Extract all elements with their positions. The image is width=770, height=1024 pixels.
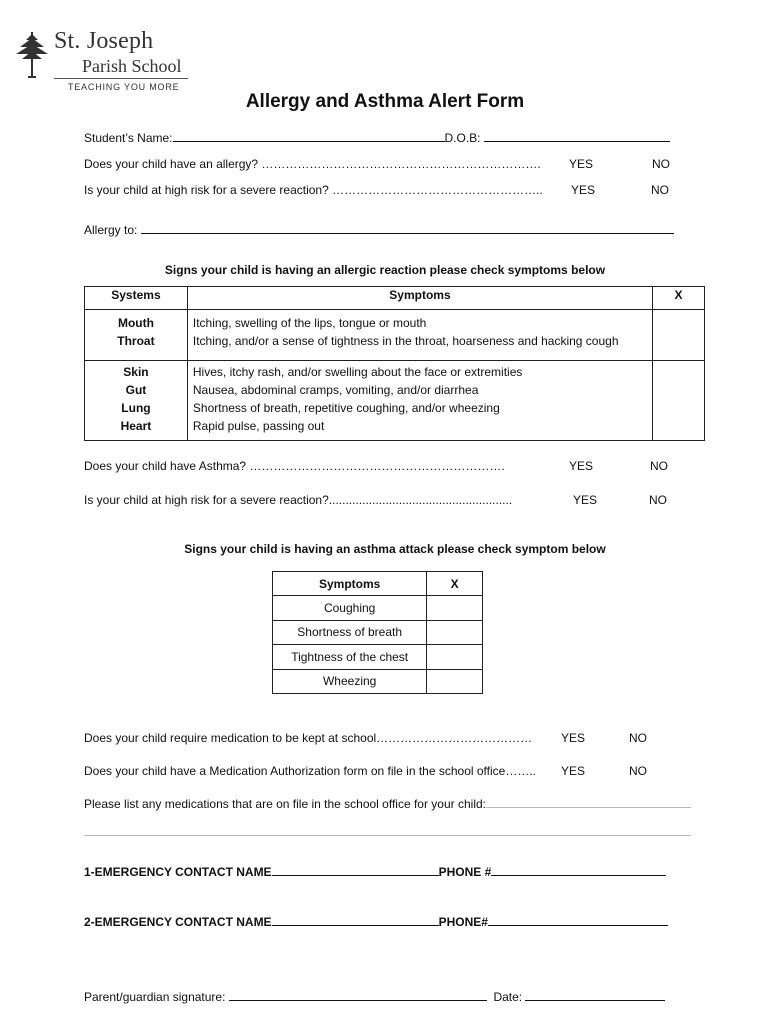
medication-form-no-option[interactable]: NO [629, 764, 647, 778]
table-row [273, 620, 483, 645]
student-name-row [84, 130, 670, 145]
allergy-risk-no-option[interactable]: NO [651, 183, 669, 197]
table-row [273, 596, 483, 621]
systems-cell [85, 361, 188, 441]
medication-at-school-question: Does your child require medication to be kept at school………………………………… [84, 731, 533, 745]
symptom-lung: Shortness of breath, repetitive coughing, and/or wheezing [192, 401, 500, 415]
systems-cell [85, 310, 188, 361]
signature-label: Parent/guardian signature: [84, 990, 226, 1004]
medications-list-field-line2[interactable] [84, 835, 691, 836]
symptom-throat: Itching, and/or a sense of tightness in the throat, hoarseness and hacking cough [192, 334, 619, 348]
system-throat: Throat [117, 334, 155, 348]
asthma-check-coughing[interactable] [427, 596, 483, 621]
emergency-contact-2-name-label: 2-EMERGENCY CONTACT NAME [84, 915, 272, 929]
symptom-skin: Hives, itchy rash, and/or swelling about the face or extremities [192, 365, 523, 379]
medication-form-yes-option[interactable]: YES [561, 764, 586, 778]
emergency-contact-2-phone-field[interactable] [488, 914, 668, 926]
school-tagline: TEACHING YOU MORE [68, 82, 180, 92]
table-row [273, 645, 483, 670]
medication-form-question: Does your child have a Medication Authorization form on file in the school office…….. [84, 764, 537, 778]
dob-field[interactable] [484, 130, 670, 142]
system-lung: Lung [121, 401, 151, 415]
school-name-line1: St. Joseph [54, 28, 154, 54]
emergency-contact-2-row [84, 914, 668, 929]
signature-field[interactable] [229, 989, 487, 1001]
asthma-check-shortness-of-breath[interactable] [427, 620, 483, 645]
allergy-risk-yes-option[interactable]: YES [571, 183, 596, 197]
allergy-symptoms-heading: Signs your child is having an allergic reaction please check symptoms below [164, 263, 606, 277]
symptoms-cell [187, 310, 652, 361]
asthma-check-wheezing[interactable] [427, 669, 483, 694]
student-name-field[interactable] [173, 130, 445, 142]
system-mouth: Mouth [117, 316, 154, 330]
system-heart: Heart [120, 419, 152, 433]
symptom-heart: Rapid pulse, passing out [192, 419, 325, 433]
asthma-symptom-chest-tightness: Tightness of the chest [273, 645, 427, 670]
date-label: Date: [493, 990, 523, 1004]
medication-at-school-yes-option[interactable]: YES [561, 731, 586, 745]
allergy-yes-option[interactable]: YES [569, 157, 594, 171]
asthma-question-text: Does your child have Asthma? ………………………………………………………. [84, 459, 505, 473]
asthma-symptoms-header: Symptoms [273, 572, 427, 596]
check-cell-skin-heart[interactable] [653, 361, 705, 441]
asthma-symptom-shortness-of-breath: Shortness of breath [273, 620, 427, 645]
date-field[interactable] [525, 989, 665, 1001]
asthma-risk-question-text: Is your child at high risk for a severe reaction?....................................................... [84, 493, 513, 507]
emergency-contact-2-phone-label: PHONE# [438, 915, 488, 929]
symptoms-cell [187, 361, 652, 441]
school-name-line2: Parish School [82, 56, 182, 76]
medications-list-label: Please list any medications that are on file in the school office for your child: [84, 797, 486, 811]
systems-header: Systems [85, 287, 188, 310]
symptom-gut: Nausea, abdominal cramps, vomiting, and/or diarrhea [192, 383, 479, 397]
table-row [273, 669, 483, 694]
allergy-no-option[interactable]: NO [652, 157, 670, 171]
allergy-table-header-row [85, 287, 705, 310]
logo-divider [54, 78, 188, 79]
symptom-mouth: Itching, swelling of the lips, tongue or mouth [192, 316, 427, 330]
medication-at-school-no-option[interactable]: NO [629, 731, 647, 745]
asthma-symptoms-table [272, 571, 483, 694]
symptoms-header: Symptoms [187, 287, 652, 310]
emergency-contact-1-name-field[interactable] [272, 864, 439, 876]
asthma-no-option[interactable]: NO [650, 459, 668, 473]
system-gut: Gut [125, 383, 147, 397]
allergy-to-label: Allergy to: [84, 223, 138, 237]
allergy-risk-question-text: Is your child at high risk for a severe reaction? …………………………………………….. [84, 183, 543, 197]
emergency-contact-1-phone-field[interactable] [491, 864, 666, 876]
asthma-symptoms-heading: Signs your child is having an asthma attack please check symptom below [184, 542, 606, 556]
allergy-to-field[interactable] [141, 222, 674, 234]
emergency-contact-1-name-label: 1-EMERGENCY CONTACT NAME [84, 865, 272, 879]
check-header: X [653, 287, 705, 310]
allergy-question-text: Does your child have an allergy? ……………………………………………………………. [84, 157, 541, 171]
asthma-check-chest-tightness[interactable] [427, 645, 483, 670]
check-cell-mouth-throat[interactable] [653, 310, 705, 361]
asthma-check-header: X [427, 572, 483, 596]
system-skin: Skin [123, 365, 149, 379]
asthma-yes-option[interactable]: YES [569, 459, 594, 473]
form-title: Allergy and Asthma Alert Form [245, 91, 525, 112]
table-row [85, 361, 705, 441]
allergy-to-row [84, 222, 674, 237]
medications-list-field[interactable] [486, 807, 691, 808]
emergency-contact-1-phone-label: PHONE # [438, 865, 492, 879]
asthma-table-header-row [273, 572, 483, 596]
emergency-contact-2-name-field[interactable] [272, 914, 439, 926]
asthma-symptom-coughing: Coughing [273, 596, 427, 621]
asthma-risk-yes-option[interactable]: YES [573, 493, 598, 507]
dob-label: D.O.B: [444, 131, 481, 145]
emergency-contact-1-row [84, 864, 666, 879]
tree-logo-icon [14, 30, 50, 80]
allergy-symptoms-table [84, 286, 705, 441]
student-name-label: Student’s Name: [84, 131, 173, 145]
signature-row [84, 989, 665, 1004]
asthma-symptom-wheezing: Wheezing [273, 669, 427, 694]
table-row [85, 310, 705, 361]
asthma-risk-no-option[interactable]: NO [649, 493, 667, 507]
